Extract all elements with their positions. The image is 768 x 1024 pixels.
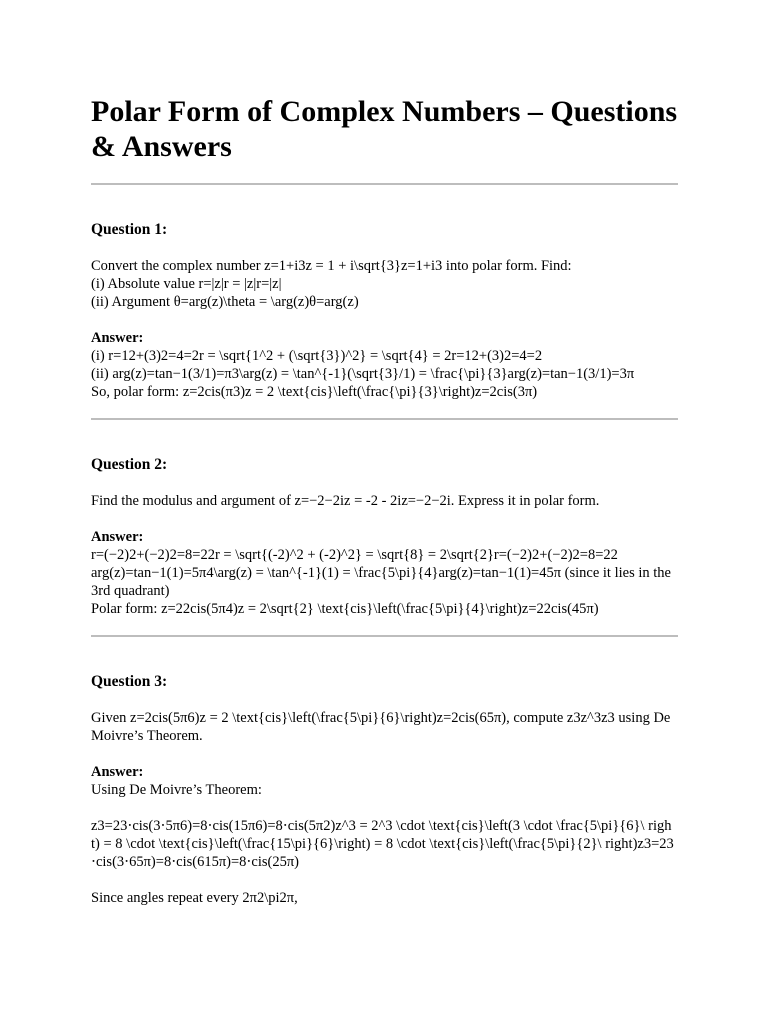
question-1-section (91, 185, 678, 401)
answer-3-formula: z3=23⋅cis(3⋅5π6)=8⋅cis(15π6)=8⋅cis(5π2)z^3 = 2^3 \cdot \text{cis}\left(3 \cdot \frac{5\pi}{6}\ right) = 8 \cdot \text{cis}\left(\frac{15\pi}{6}\right) = 8 \cdot \text{cis}\left(\frac{5\pi}{2}\ right)z3=23⋅cis(3⋅65π)=8⋅cis(615π)=8⋅cis(25π) (91, 818, 674, 870)
answer-3-line: Using De Moivre’s Theorem: (91, 782, 262, 798)
question-3-heading: Question 3: (91, 673, 168, 690)
question-2-section (91, 420, 678, 618)
question-1-line: (ii) Argument θ=arg(z)\theta = \arg(z)θ=arg(z) (91, 294, 359, 310)
question-2-heading: Question 2: (91, 456, 168, 473)
question-1-heading: Question 1: (91, 221, 168, 238)
question-2-line: Find the modulus and argument of z=−2−2iz = -2 - 2iz=−2−2i. Express it in polar form. (91, 493, 600, 509)
answer-1-line: (ii) arg(z)=tan−1(3/1)=π3\arg(z) = \tan^{-1}(\sqrt{3}/1) = \frac{\pi}{3}arg(z)=tan−1(3/1)=3π (91, 366, 635, 382)
answer-2-label: Answer: (91, 529, 144, 545)
answer-1-line: So, polar form: z=2cis(π3)z = 2 \text{cis}\left(\frac{\pi}{3}\right)z=2cis(3π) (91, 384, 538, 400)
question-1-line: (i) Absolute value r=|z|r = |z|r=|z| (91, 276, 282, 292)
answer-1-line: (i) r=12+(3)2=4=2r = \sqrt{1^2 + (\sqrt{3})^2} = \sqrt{4} = 2r=12+(3)2=4=2 (91, 348, 543, 364)
answer-2-line: r=(−2)2+(−2)2=8=22r = \sqrt{(-2)^2 + (-2)^2} = \sqrt{8} = 2\sqrt{2}r=(−2)2+(−2)2=8=22 (91, 547, 618, 563)
answer-3-note: Since angles repeat every 2π2\pi2π, (91, 890, 298, 906)
answer-2-line: Polar form: z=22cis(5π4)z = 2\sqrt{2} \text{cis}\left(\frac{5\pi}{4}\right)z=22cis(45π) (91, 601, 599, 617)
question-1-line: Convert the complex number z=1+i3z = 1 + i\sqrt{3}z=1+i3 into polar form. Find: (91, 258, 572, 274)
answer-3-label: Answer: (91, 764, 144, 780)
page-title: Polar Form of Complex Numbers – Questions & Answers (91, 95, 678, 163)
answer-2-line: arg(z)=tan−1(1)=5π4\arg(z) = \tan^{-1}(1) = \frac{5\pi}{4}arg(z)=tan−1(1)=45π (since it lies in the 3rd quadrant) (91, 565, 671, 599)
question-3-line: Given z=2cis(5π6)z = 2 \text{cis}\left(\frac{5\pi}{6}\right)z=2cis(65π), compute z3z^3z3 using De Moivre’s Theorem. (91, 710, 671, 744)
answer-1-label: Answer: (91, 330, 144, 346)
question-3-section (91, 637, 678, 907)
